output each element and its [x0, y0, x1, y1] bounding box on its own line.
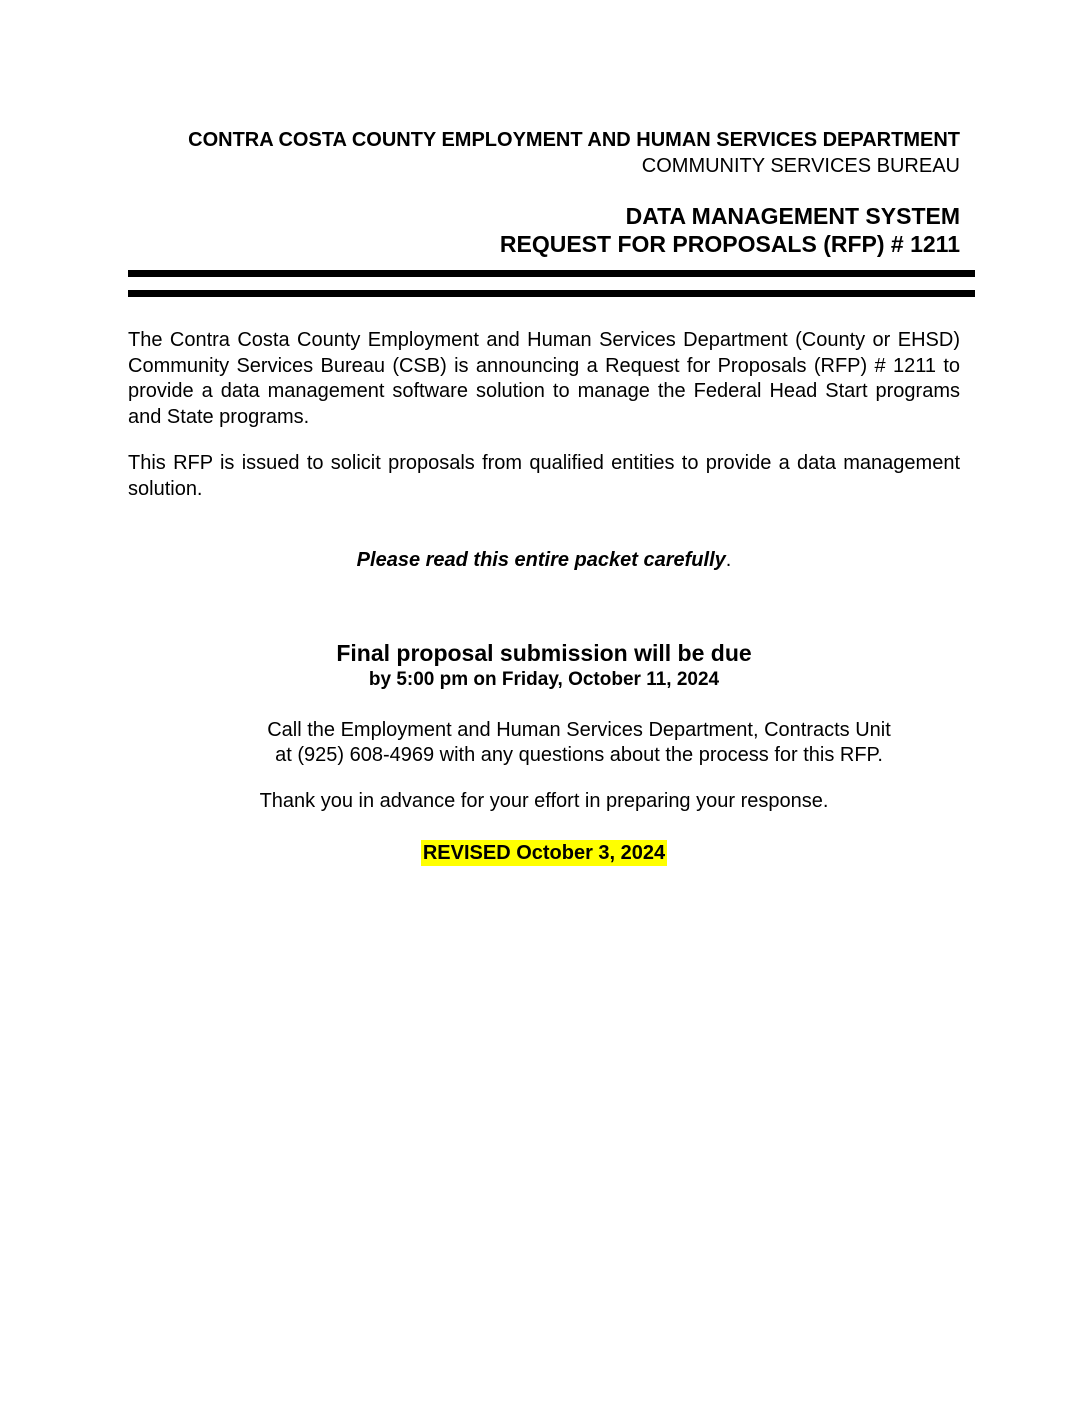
intro-paragraph: The Contra Costa County Employment and Human Services Department (County or EHSD) Community Services Bureau (CSB) is announcing a Request for Proposals (RFP) # 1211 to provide a data management software solution to manage the Federal Head Start programs and State programs.: [128, 329, 960, 428]
deadline-date: by 5:00 pm on Friday, October 11, 2024: [368, 669, 720, 690]
read-notice: [0, 549, 1088, 572]
bureau-name: COMMUNITY SERVICES BUREAU: [641, 155, 960, 177]
contact-info: [244, 718, 914, 768]
purpose-paragraph: This RFP is issued to solicit proposals from qualified entities to provide a data management solution.: [128, 452, 960, 500]
revision-notice: [0, 840, 1088, 866]
deadline-heading: Final proposal submission will be due: [336, 640, 752, 666]
contact-line-2: at (925) 608-4969 with any questions about the process for this RFP.: [275, 744, 883, 766]
thank-you-note: Thank you in advance for your effort in preparing your response.: [259, 790, 829, 812]
revised-date-highlight: REVISED October 3, 2024: [422, 842, 666, 864]
read-notice-period: .: [725, 549, 732, 571]
contact-line-1: Call the Employment and Human Services Department, Contracts Unit: [267, 719, 891, 741]
document-title: DATA MANAGEMENT SYSTEM: [625, 203, 960, 229]
agency-name: CONTRA COSTA COUNTY EMPLOYMENT AND HUMAN SERVICES DEPARTMENT: [188, 129, 960, 151]
title-divider-bottom: [128, 290, 975, 297]
title-divider-top: [128, 270, 975, 277]
read-notice-text: Please read this entire packet carefully: [356, 549, 726, 571]
document-subtitle: REQUEST FOR PROPOSALS (RFP) # 1211: [499, 231, 960, 257]
